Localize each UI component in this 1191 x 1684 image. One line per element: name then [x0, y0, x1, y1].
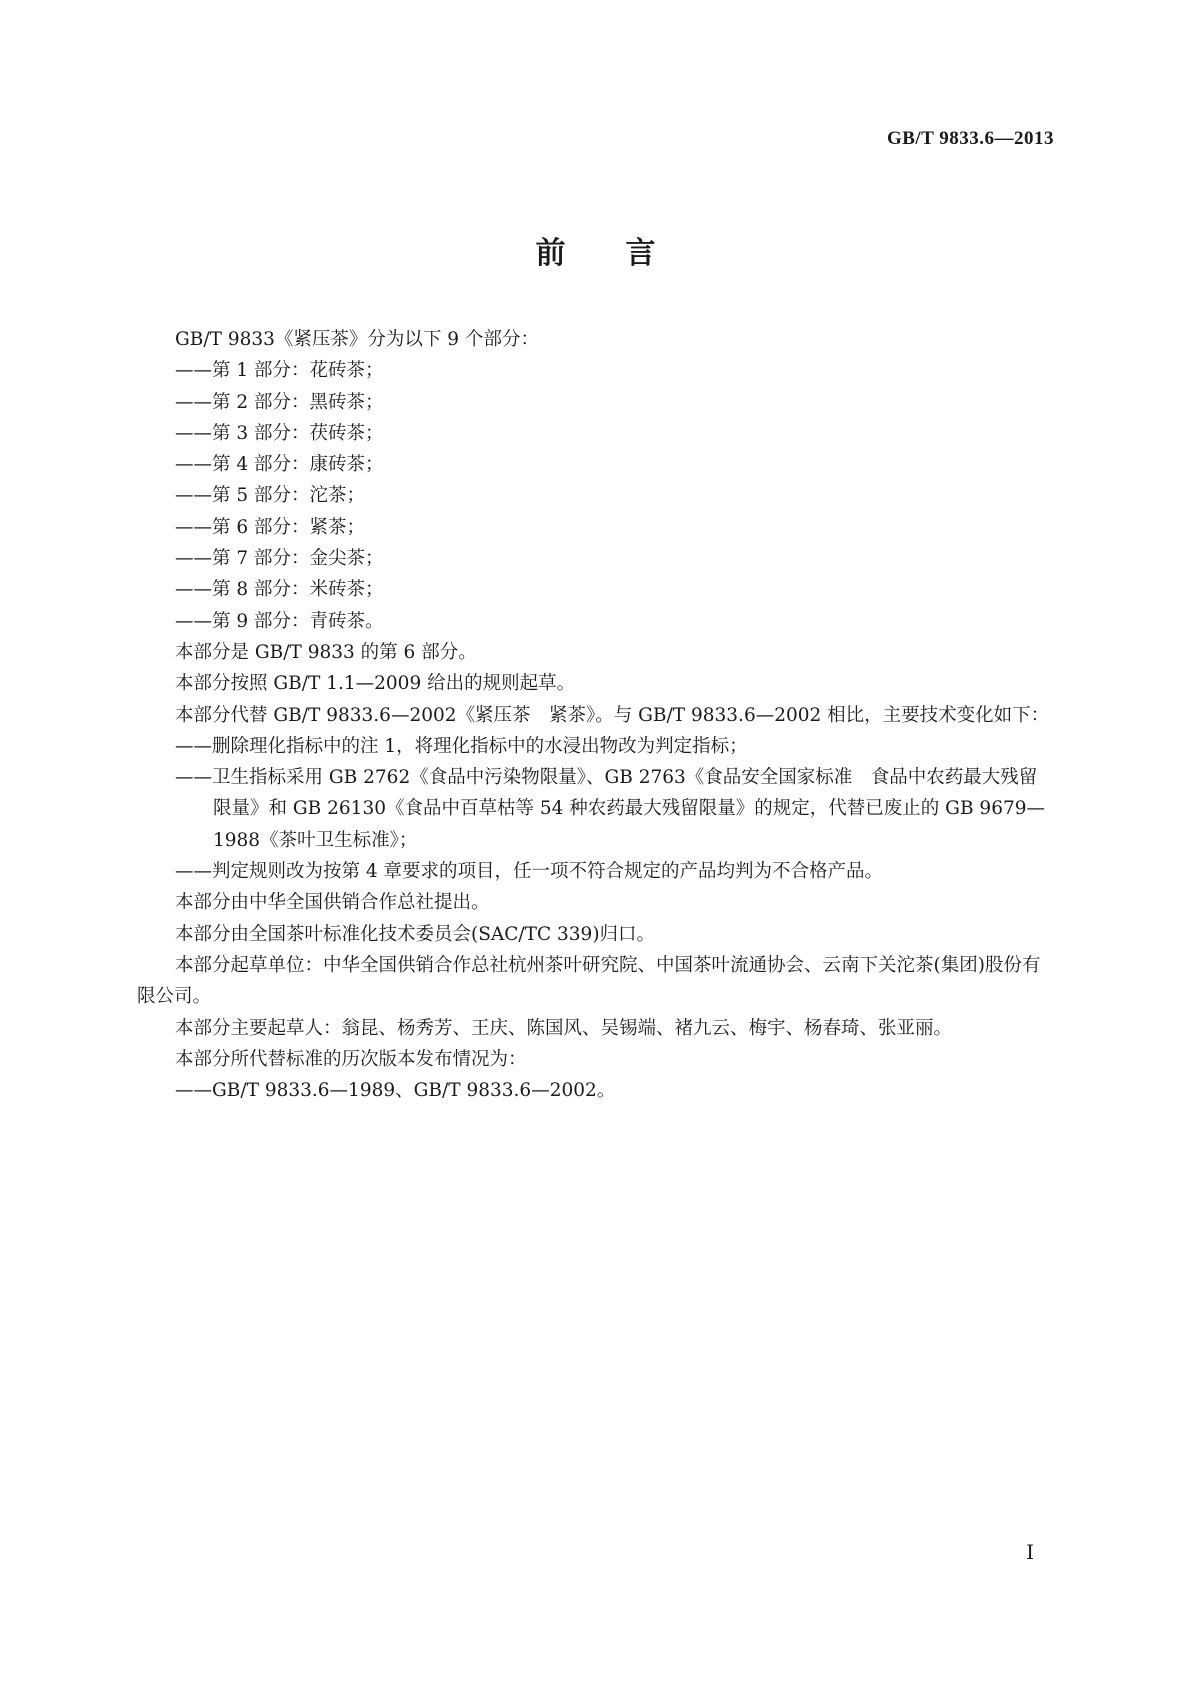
page-title: 前言 [535, 236, 716, 271]
page-number: I [1026, 1540, 1034, 1564]
paragraph: 本部分所代替标准的历次版本发布情况为： [175, 1048, 527, 1070]
list-item: ——第 8 部分：米砖茶； [175, 579, 384, 601]
list-item: ——第 7 部分：金尖茶； [175, 548, 384, 570]
list-item: ——第 9 部分：青砖茶。 [175, 610, 384, 632]
paragraph: 本部分主要起草人：翁昆、杨秀芳、王庆、陈国风、吴锡端、褚九云、梅宇、杨春琦、张亚丽。 [175, 1017, 953, 1039]
paragraph: GB/T 9833《紧压茶》分为以下 9 个部分： [175, 329, 539, 350]
list-item: ——判定规则改为按第 4 章要求的项目，任一项不符合规定的产品均判为不合格产品。 [175, 861, 884, 883]
paragraph: 本部分按照 GB/T 1.1—2009 给出的规则起草。 [175, 673, 576, 695]
paragraph: 本部分起草单位：中华全国供销合作总社杭州茶叶研究院、中国茶叶流通协会、云南下关沱茶(集团)股份有限公司。 [137, 954, 1041, 1008]
paragraph: 本部分是 GB/T 9833 的第 6 部分。 [175, 641, 477, 663]
paragraph: 本部分代替 GB/T 9833.6—2002《紧压茶 紧茶》。与 GB/T 9833.6—2002 相比，主要技术变化如下： [175, 704, 1050, 726]
list-item: ——卫生指标采用 GB 2762《食品中污染物限量》、GB 2763《食品安全国家标准 食品中农药最大残留限量》和 GB 26130《食品中百草枯等 54 种农药最大残留限量》的规定，代替已废止的 GB 9679—1988《茶叶卫生标准》； [175, 767, 1046, 851]
foreword-body [137, 324, 1055, 1106]
paragraph: 本部分由全国茶叶标准化技术委员会(SAC/TC 339)归口。 [175, 923, 656, 945]
list-item: ——第 1 部分：花砖茶； [175, 360, 384, 382]
list-item: ——第 6 部分：紧茶； [175, 516, 366, 538]
list-item: ——GB/T 9833.6—1989、GB/T 9833.6—2002。 [175, 1080, 616, 1102]
paragraph: 本部分由中华全国供销合作总社提出。 [175, 892, 490, 914]
list-item: ——第 2 部分：黑砖茶； [175, 391, 384, 413]
list-item: ——第 4 部分：康砖茶； [175, 454, 384, 476]
list-item: ——第 3 部分：茯砖茶； [175, 422, 384, 444]
list-item: ——第 5 部分：沱茶； [175, 485, 366, 507]
list-item: ——删除理化指标中的注 1，将理化指标中的水浸出物改为判定指标； [175, 735, 748, 757]
standard-code: GB/T 9833.6—2013 [886, 128, 1054, 149]
